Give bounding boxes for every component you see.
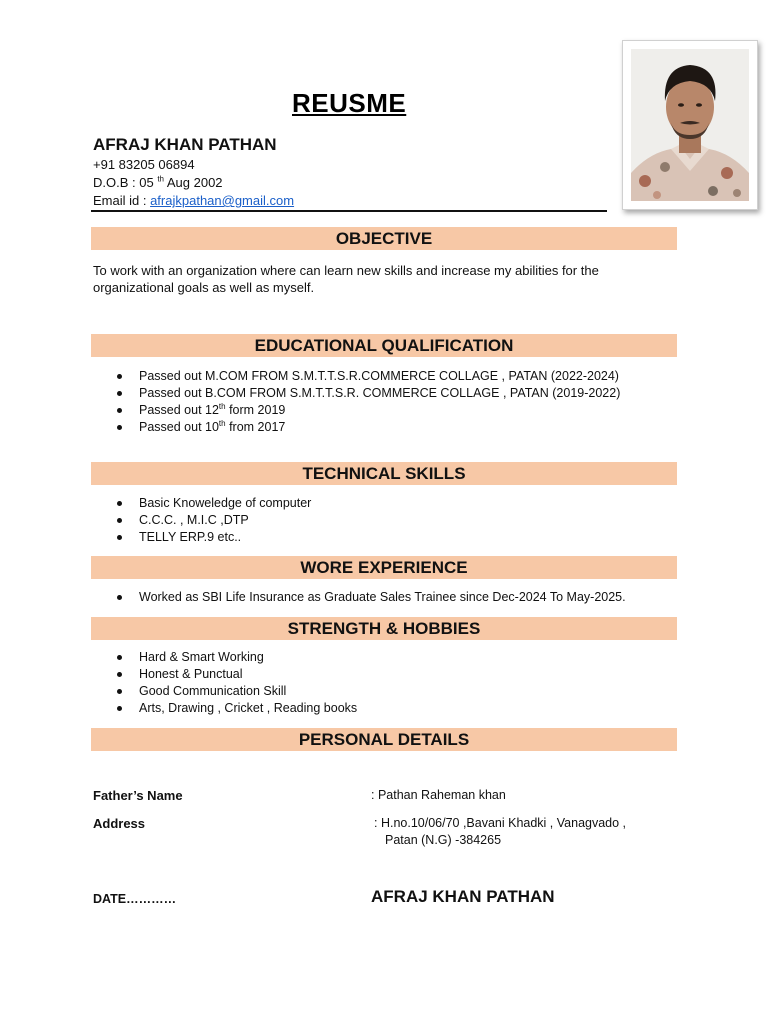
item-sup: th [218,418,226,428]
section-heading-hobbies: STRENGTH & HOBBIES [91,617,677,640]
address-label: Address [93,816,146,831]
experience-list [117,589,626,606]
objective-text: To work with an organization where can learn new skills and increase my abilities for the organizational goals as well as myself. [93,263,599,295]
skills-list [117,495,311,546]
father-name-label: Father’s Name [93,788,183,803]
section-heading-experience: WORE EXPERIENCE [91,556,677,579]
list-item: Hard & Smart Working [117,649,357,666]
list-item: Passed out M.COM FROM S.M.T.T.S.R.COMMERCE COLLAGE , PATAN (2022-2024) [117,368,620,385]
address-line-1: : H.no.10/06/70 ,Bavani Khadki , Vanagvado , [374,816,627,830]
portrait-illustration [631,49,749,201]
email-link[interactable]: afrajkpathan@gmail.com [150,193,295,208]
signature-name: AFRAJ KHAN PATHAN [371,887,555,906]
list-item: Arts, Drawing , Cricket , Reading books [117,700,357,717]
header-divider [91,210,607,212]
item-text: Passed out 10 [139,420,219,434]
list-item [117,419,620,436]
section-heading-objective: OBJECTIVE [91,227,677,250]
dob-prefix: D.O.B : 05 [93,175,158,190]
section-heading-skills: TECHNICAL SKILLS [91,462,677,485]
date-of-birth [93,175,223,190]
list-item: C.C.C. , M.I.C ,DTP [117,512,311,529]
hobbies-list [117,649,357,717]
item-text: form 2019 [225,403,286,417]
list-item: Worked as SBI Life Insurance as Graduate Sales Trainee since Dec-2024 To May-2025. [117,589,626,606]
list-item: Basic Knoweledge of computer [117,495,311,512]
list-item: TELLY ERP.9 etc.. [117,529,311,546]
section-heading-personal: PERSONAL DETAILS [91,728,677,751]
list-item [117,402,620,419]
father-name-value: : Pathan Raheman khan [371,788,506,802]
list-item: Honest & Punctual [117,666,357,683]
date-field: DATE………… [93,892,177,906]
item-text: Passed out 12 [139,403,219,417]
list-item: Good Communication Skill [117,683,357,700]
document-title: REUSME [292,88,407,118]
education-list [117,368,620,436]
email-label: Email id : [93,193,151,208]
profile-photo-frame [622,40,758,210]
address-line-2: Patan (N.G) -384265 [385,833,502,847]
item-text: from 2017 [225,420,286,434]
profile-photo [631,49,749,201]
item-sup: th [218,401,226,411]
phone-number: +91 83205 06894 [93,157,195,172]
section-heading-education: EDUCATIONAL QUALIFICATION [91,334,677,357]
list-item: Passed out B.COM FROM S.M.T.T.S.R. COMMERCE COLLAGE , PATAN (2019-2022) [117,385,620,402]
dob-suffix: Aug 2002 [163,175,223,190]
email-line [93,193,294,208]
candidate-name: AFRAJ KHAN PATHAN [93,135,277,154]
dob-suffix-sup: th [157,174,164,184]
